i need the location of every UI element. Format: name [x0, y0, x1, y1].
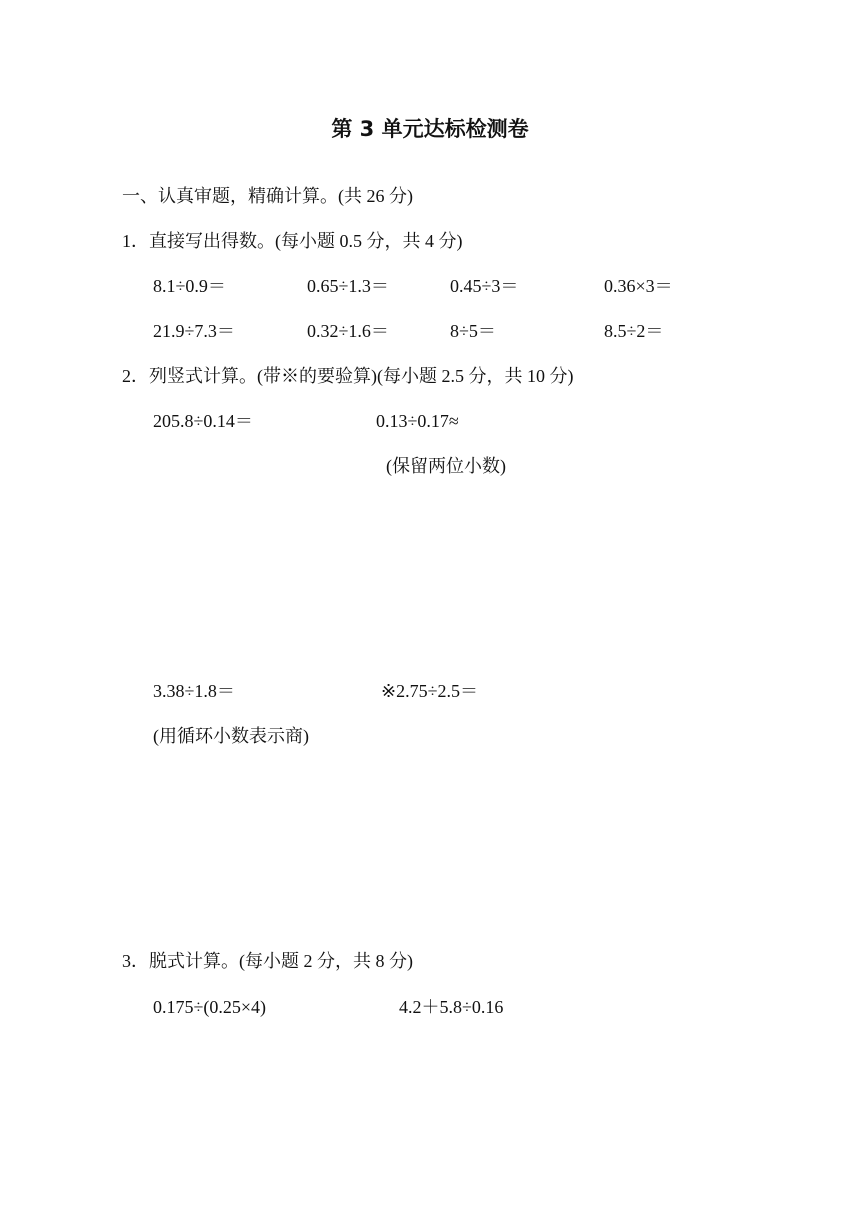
question-3-heading: 3．脱式计算。(每小题 2 分，共 8 分) [122, 951, 413, 971]
section-1-heading: 一、认真审题，精确计算。(共 26 分) [122, 186, 413, 206]
q1-item: 0.36×3＝ [604, 276, 673, 296]
q1-item: 8.5÷2＝ [604, 321, 664, 341]
q1-item: 0.45÷3＝ [450, 276, 519, 296]
q2-note: (保留两位小数) [386, 456, 506, 476]
question-1-heading: 1．直接写出得数。(每小题 0.5 分，共 4 分) [122, 231, 463, 251]
q1-item: 0.32÷1.6＝ [307, 321, 389, 341]
q2-expression: ※2.75÷2.5＝ [381, 681, 478, 701]
page-title: 第 3 单元达标检测卷 [331, 117, 529, 141]
question-2-heading: 2．列竖式计算。(带※的要验算)(每小题 2.5 分，共 10 分) [122, 366, 574, 386]
q1-item: 8÷5＝ [450, 321, 496, 341]
q3-expression: 0.175÷(0.25×4) [153, 997, 267, 1017]
q1-item: 8.1÷0.9＝ [153, 276, 226, 296]
q1-item: 0.65÷1.3＝ [307, 276, 389, 296]
q2-expression: 3.38÷1.8＝ [153, 681, 235, 701]
q1-item: 21.9÷7.3＝ [153, 321, 235, 341]
q2-note: (用循环小数表示商) [153, 726, 309, 746]
q2-expression: 0.13÷0.17≈ [376, 411, 459, 431]
q3-expression: 4.2＋5.8÷0.16 [399, 997, 504, 1017]
q2-expression: 205.8÷0.14＝ [153, 411, 253, 431]
